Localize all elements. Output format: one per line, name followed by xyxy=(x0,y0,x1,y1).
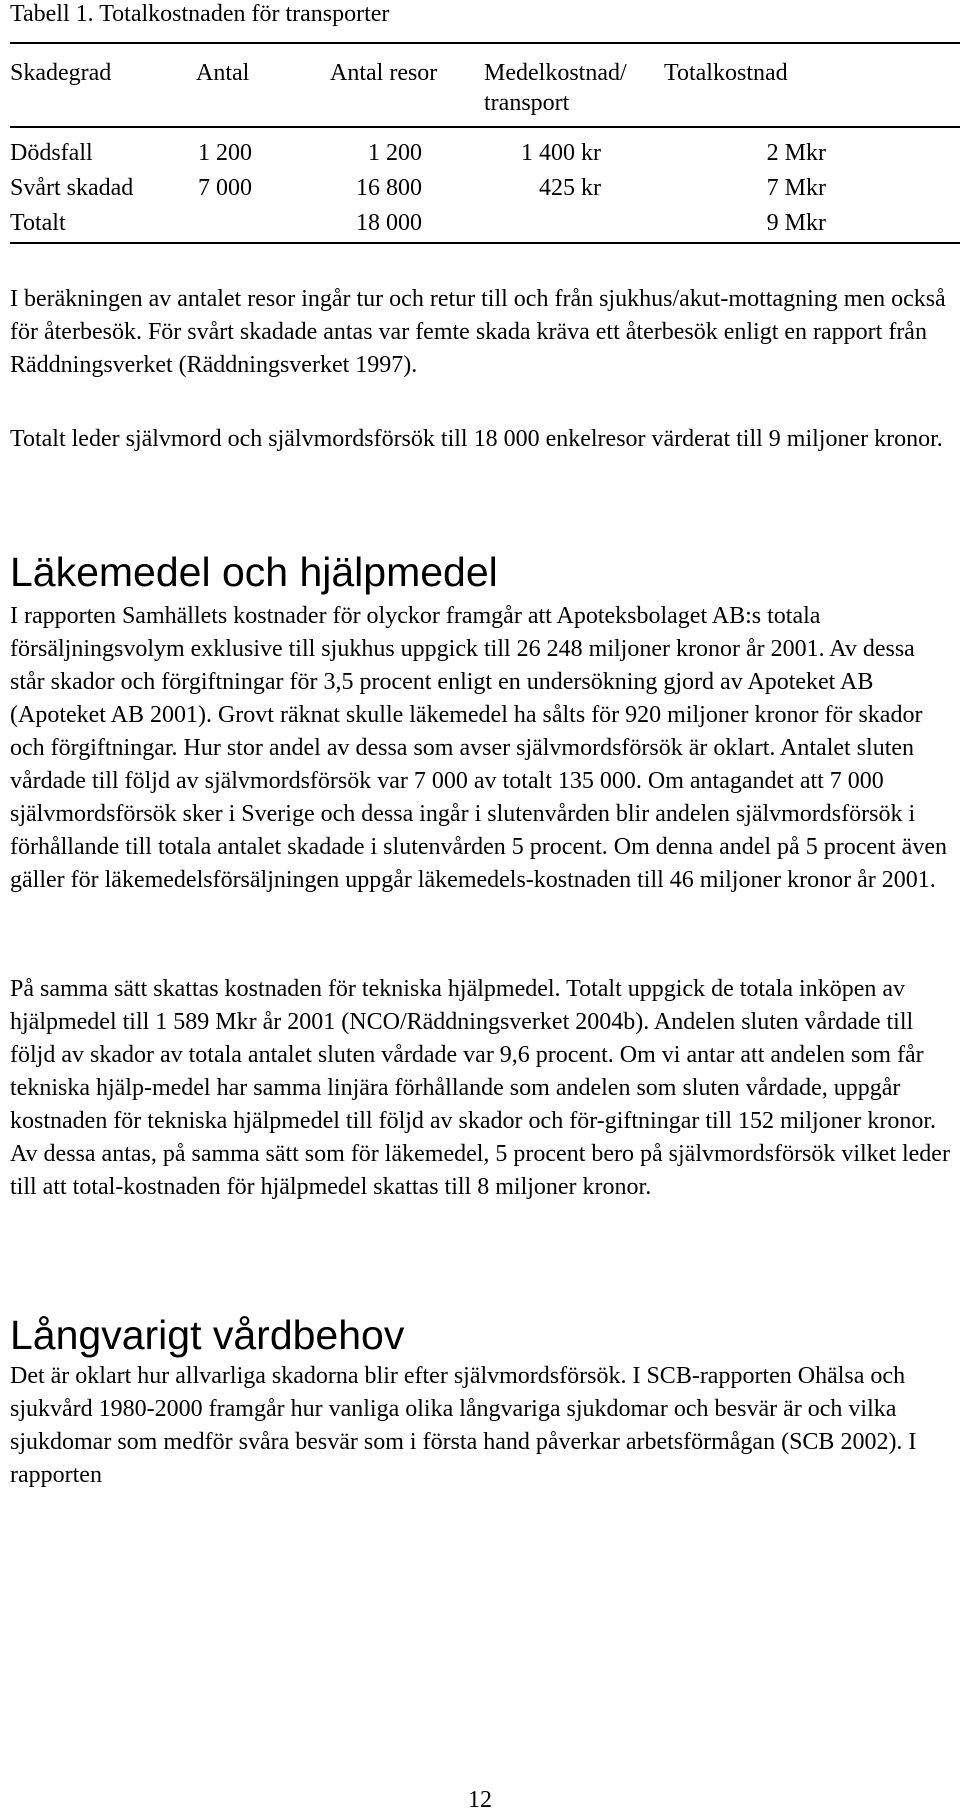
table-cell: 1 200 xyxy=(198,140,252,166)
table-cell: 1 200 xyxy=(368,140,422,166)
paragraph-resor: I beräkningen av antalet resor ingår tur och retur till och från sjukhus/akut-mottagning men också för återbesök. För svårt skadade antas var femte skada kräva ett återbesök enligt en rapport från Räddningsverket (Räddningsverket 1997). xyxy=(10,286,946,378)
paragraph-langvarigt: Det är oklart hur allvarliga skadorna blir efter självmordsförsök. I SCB-rapporten Ohälsa och sjukvård 1980-2000 framgår hur vanliga olika långvariga sjukdomar och besvär är och vilka sjukdomar som medför svåra besvär som i första hand påverkar arbetsförmågan (SCB 2002). I rapporten xyxy=(10,1363,917,1488)
table-top-rule xyxy=(10,42,960,44)
table-header-antal: Antal xyxy=(196,60,250,86)
table-cell: Svårt skadad xyxy=(10,175,134,201)
page-number: 12 xyxy=(468,1787,492,1813)
table-bottom-rule xyxy=(10,242,960,244)
paragraph-totalt: Totalt leder självmord och självmordsförsök till 18 000 enkelresor värderat till 9 miljoner kronor. xyxy=(10,426,943,452)
paragraph-hjalpmedel: På samma sätt skattas kostnaden för tekniska hjälpmedel. Totalt uppgick de totala inköpen av hjälpmedel till 1 589 Mkr år 2001 (NCO/Räddningsverket 2004b). Andelen sluten vårdade till följd av skador av totala antalet sluten vårdade var 9,6 procent. Om vi antar att andelen som får tekniska hjälp-medel har samma linjära förhållande som andelen som sluten vårdade, uppgår kostnaden för tekniska hjälpmedel till följd av skador och för-giftningar till 152 miljoner kronor. Av dessa antas, på samma sätt som för läkemedel, 5 procent bero på självmordsförsök vilket leder till att total-kostnaden för hjälpmedel skattas till 8 miljoner kronor. xyxy=(10,976,950,1200)
table-cell: Dödsfall xyxy=(10,140,93,166)
table-header-totalkostnad: Totalkostnad xyxy=(664,60,788,86)
table-cell: Totalt xyxy=(10,210,66,236)
table-header-skadegrad: Skadegrad xyxy=(10,60,112,86)
heading-lakemedel: Läkemedel och hjälpmedel xyxy=(10,549,498,595)
table-cell: 9 Mkr xyxy=(766,210,826,236)
table-cell: 7 000 xyxy=(198,175,252,201)
heading-langvarigt: Långvarigt vårdbehov xyxy=(10,1312,405,1358)
table-header-antal-resor: Antal resor xyxy=(330,60,438,86)
table-caption: Tabell 1. Totalkostnaden för transporter xyxy=(10,1,390,27)
table-cell: 18 000 xyxy=(356,210,422,236)
table-cell: 16 800 xyxy=(356,175,422,201)
table-cell: 1 400 kr xyxy=(521,140,601,166)
table-header-medelkostnad: Medelkostnad/ xyxy=(484,60,627,86)
table-cell: 425 kr xyxy=(539,175,601,201)
table-header-rule xyxy=(10,126,960,128)
table-cell: 2 Mkr xyxy=(766,140,826,166)
table-cell: 7 Mkr xyxy=(766,175,826,201)
paragraph-lakemedel: I rapporten Samhällets kostnader för olyckor framgår att Apoteksbolaget AB:s totala försäljningsvolym exklusive till sjukhus uppgick till 26 248 miljoner kronor år 2001. Av dessa står skador och förgiftningar för 3,5 procent enligt en undersökning gjord av Apoteket AB (Apoteket AB 2001). Grovt räknat skulle läkemedel ha sålts för 920 miljoner kronor för skador och förgiftningar. Hur stor andel av dessa som avser självmordsförsök är oklart. Antalet sluten vårdade till följd av självmordsförsök var 7 000 av totalt 135 000. Om antagandet att 7 000 självmordsförsök sker i Sverige och dessa ingår i slutenvården blir andelen självmordsförsök i förhållande till totala antalet skadade i slutenvården 5 procent. Om denna andel på 5 procent även gäller för läkemedelsförsäljningen uppgår läkemedels-kostnaden till 46 miljoner kronor år 2001. xyxy=(10,603,947,893)
table-header-transport: transport xyxy=(484,90,570,116)
